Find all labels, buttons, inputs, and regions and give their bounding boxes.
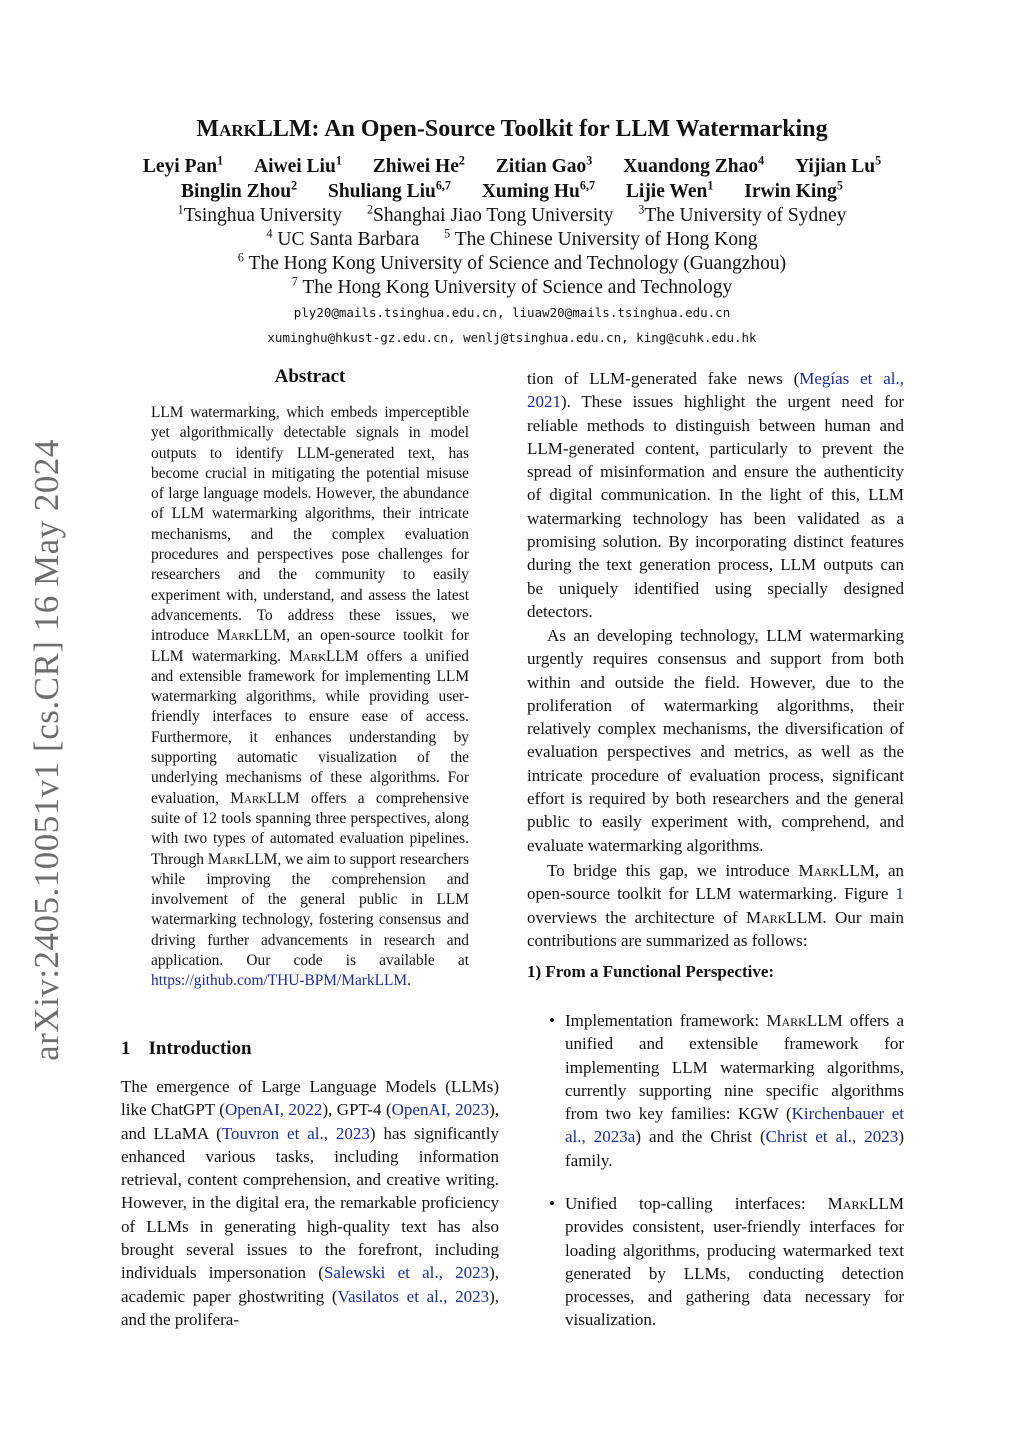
section-heading-introduction: 1 Introduction [121,1038,252,1059]
functional-perspective-heading: 1) From a Functional Perspective: [527,962,775,981]
author: Zhiwei He$^2$ [372,153,465,177]
author: Lijie Wen$^1$ [625,178,714,202]
citation-link[interactable]: OpenAI, 2022 [224,1100,323,1120]
author: Xuandong Zhao$^4$ [623,153,765,177]
affiliation: $^3$The University of Sydney [638,202,847,226]
email-row-1: ply20@mails.tsinghua.edu.cn, liuaw20@mails.tsinghua.edu.cn [293,305,731,320]
citation-link[interactable]: Megías et al., 2021 [527,369,904,412]
affiliation: $^2$Shanghai Jiao Tong University [366,202,614,226]
intro-paragraph: The emergence of Large Language Models (LLMs) like ChatGPT (OpenAI, 2022), GPT-4 (OpenAI, 2023), and LLaMA (Touvron et al., 2023) has significantly enhanced various tasks, including information retrieval, content comprehension, and creative writing. However, in the digital era, the remarkable proficiency of LLMs in generating high-quality text has also brought several issues to the forefront, including individuals impersonation (Salewski et al., 2023), academic paper ghostwriting (Vasilatos et al., 2023), and the prolifera- [121,1077,500,1329]
affiliation-row-2 [0,226,1024,251]
affiliation: $^4$ UC Santa Barbara [266,226,420,250]
author-list-row-1 [0,153,1024,178]
github-link[interactable]: https://github.com/THU-BPM/MarkLLM [151,972,408,990]
author: Irwin King$^5$ [744,178,843,202]
author: Yijian Lu$^5$ [795,153,882,177]
citation-link[interactable]: OpenAI, 2023 [391,1100,490,1120]
author: Xuming Hu$^{6,7}$ [481,178,596,202]
author: Leyi Pan$^1$ [142,153,224,177]
affiliation: $^1$Tsinghua University [177,202,343,226]
abstract-text: LLM watermarking, which embeds imperceptible yet algorithmically detectable signals in model outputs to identify LLM-generated text, has become crucial in mitigating the potential misuse of large language models. However, the abundance of LLM watermarking algorithms, their intricate mechanisms, and the complex evaluation procedures and perspectives pose challenges for researchers and the community to easily experiment with, understand, and assess the latest advancements. To address these issues, we introduce MarkLLM, an open-source toolkit for LLM watermarking. MarkLLM offers a unified and extensible framework for implementing LLM watermarking algorithms, while providing user-friendly interfaces to ensure ease of access. Furthermore, it enhances understanding by supporting automatic visualization of the underlying mechanisms of these algorithms. For evaluation, MarkLLM offers a comprehensive suite of 12 tools spanning three perspectives, along with two types of automated evaluation pipelines. Through MarkLLM, we aim to support researchers while improving the comprehension and involvement of the general public in LLM watermarking technology, fostering consensus and driving further advancements in research and application. Our code is available at https://github.com/THU-BPM/MarkLLM. [151,404,469,990]
figure-ref-link[interactable]: 1 [895,884,904,904]
arxiv-stamp: arXiv:2405.10051v1 [cs.CR] 16 May 2024 [27,439,66,1061]
author: Aiwei Liu$^1$ [254,153,342,177]
bullet-top-calling-interfaces: • Unified top-calling interfaces: MarkLLM provides consistent, user-friendly interfaces for loading algorithms, producing watermarked text generated by LLMs, conducting detection processes, and gathering data necessary for visualization. [549,1194,904,1330]
paper-title: MarkLLM: An Open-Source Toolkit for LLM Watermarking [196,116,828,142]
right-paragraph-1: tion of LLM-generated fake news (Megías et al., 2021). These issues highlight the urgent need for reliable methods to distinguish between human and LLM-generated content, particularly to prevent the spread of misinformation and ensure the authenticity of digital communication. In the light of this, LLM watermarking technology has been validated as a promising solution. By incorporating distinct features during the text generation process, LLM outputs can be uniquely identified using specially designed detectors. [527,369,904,621]
author: Shuliang Liu$^{6,7}$ [327,178,451,202]
citation-link[interactable]: Vasilatos et al., 2023 [337,1286,490,1306]
author: Binglin Zhou$^2$ [181,178,298,202]
author-list-row-2 [0,178,1024,203]
bullet-implementation-framework: • Implementation framework: MarkLLM offers a unified and extensible framework for implementing LLM watermarking algorithms, currently supporting nine specific algorithms from two key families: KGW (Kirchenbauer et al., 2023a) and the Christ (Christ et al., 2023) family. [549,1011,904,1170]
citation-link[interactable]: Salewski et al., 2023 [323,1263,490,1283]
bullet-dot: • [549,1194,555,1213]
right-paragraph-2: As an developing technology, LLM watermarking urgently requires consensus and support from both within and outside the field. However, due to the proliferation of watermarking algorithms, their relatively complex mechanisms, the diversification of evaluation perspectives and metrics, as well as the intricate procedure of evaluation process, significant effort is required by both researchers and the general public to easily experiment with, comprehend, and evaluate watermarking algorithms. [527,626,904,855]
affiliation-row-4: $^7$ The Hong Kong University of Science and Technology [291,274,733,298]
abstract-heading: Abstract [274,366,346,387]
right-paragraph-3: To bridge this gap, we introduce MarkLLM, an open-source toolkit for LLM watermarking. Figure 1 overviews the architecture of MarkLLM. Our main contributions are summarized as follows: [527,861,904,950]
citation-link[interactable]: Touvron et al., 2023 [221,1123,370,1143]
bullet-dot: • [549,1011,555,1030]
affiliation-row-1 [0,202,1024,227]
citation-link[interactable]: Kirchenbauer et al., 2023a [565,1104,904,1147]
affiliation: $^5$ The Chinese University of Hong Kong [444,226,758,250]
affiliation-row-3: $^6$ The Hong Kong University of Science and Technology (Guangzhou) [237,250,787,274]
author: Zitian Gao$^3$ [495,153,593,177]
citation-link[interactable]: Christ et al., 2023 [765,1127,899,1147]
email-row-2: xuminghu@hkust-gz.edu.cn, wenlj@tsinghua.edu.cn, king@cuhk.edu.hk [267,330,757,345]
